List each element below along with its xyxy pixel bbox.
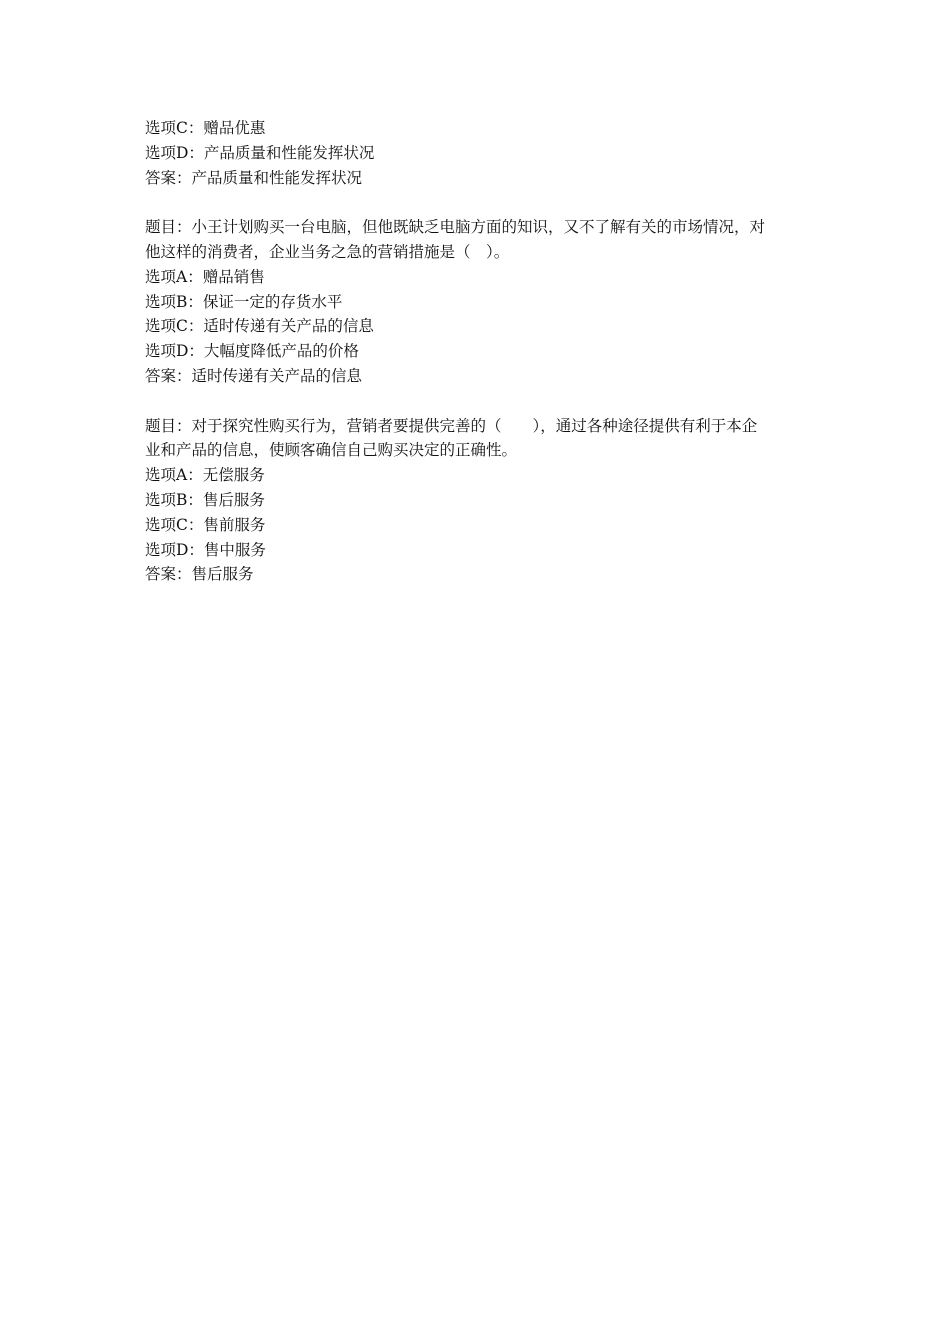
option-c: 选项C：售前服务: [145, 515, 266, 534]
document-content: [145, 116, 815, 587]
question-text-line: 业和产品的信息，使顾客确信自己购买决定的正确性。: [145, 441, 518, 460]
option-b: 选项B：保证一定的存货水平: [145, 292, 343, 311]
question-text-line: 题目：对于探究性购买行为，营销者要提供完善的（ ），通过各种途径提供有利于本企: [145, 416, 758, 435]
answer: 答案：产品质量和性能发挥状况: [145, 168, 363, 187]
answer: 答案：售后服务: [145, 565, 254, 584]
option-c: 选项C：适时传递有关产品的信息: [145, 317, 374, 336]
option-a: 选项A：赠品销售: [145, 267, 265, 286]
option-a: 选项A：无偿服务: [145, 466, 265, 485]
option-d: 选项D：产品质量和性能发挥状况: [145, 143, 375, 162]
option-b: 选项B：售后服务: [145, 490, 265, 509]
spacer: [145, 389, 815, 414]
question-block: [145, 215, 815, 389]
option-d: 选项D：售中服务: [145, 540, 266, 559]
answer: 答案：适时传递有关产品的信息: [145, 366, 363, 385]
question-block: [145, 414, 815, 588]
question-block-partial: [145, 116, 815, 190]
question-text-line: 题目：小王计划购买一台电脑，但他既缺乏电脑方面的知识，又不了解有关的市场情况，对: [145, 218, 766, 237]
option-d: 选项D：大幅度降低产品的价格: [145, 342, 359, 361]
option-c: 选项C：赠品优惠: [145, 119, 266, 137]
question-text-line: 他这样的消费者，企业当务之急的营销措施是（ ）。: [145, 242, 510, 261]
spacer: [145, 190, 815, 215]
